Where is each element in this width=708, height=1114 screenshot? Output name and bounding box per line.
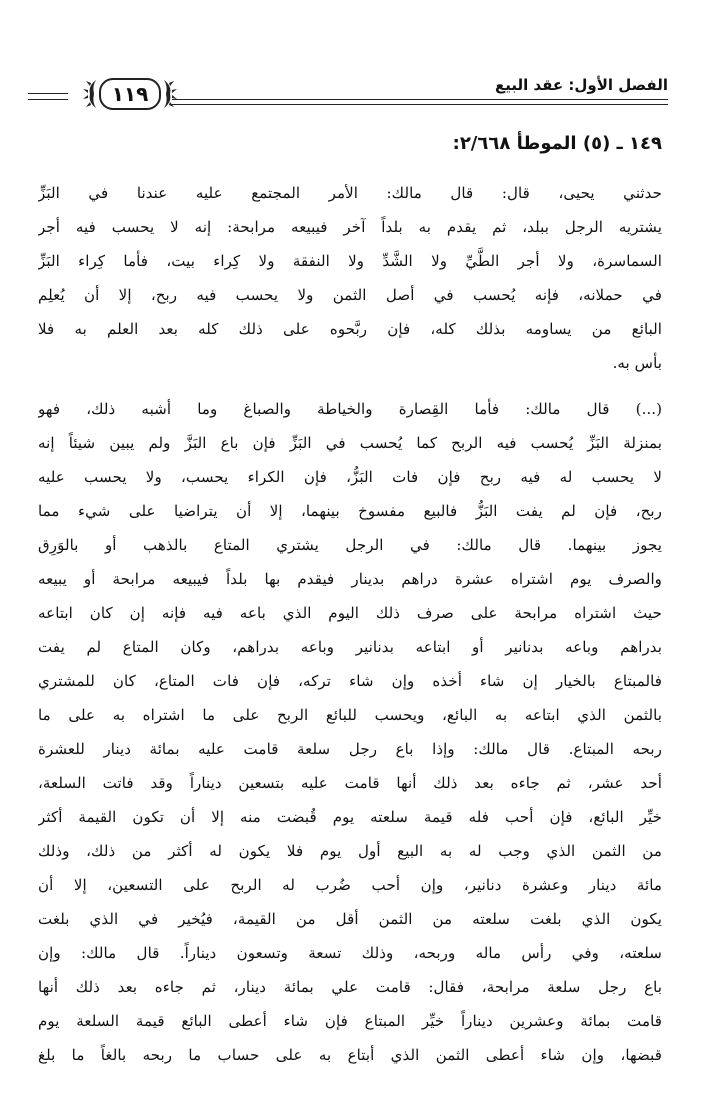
text-line: خيِّر البائع، فإن أحب فله قيمة سلعته يوم قُبضت منه إلا أن تكون القيمة أكثر bbox=[38, 808, 662, 826]
text-line: باع رجل سلعة مرابحة، فقال: قامت علي بمائة دينار، ثم جاءه بعد ذلك أنها bbox=[38, 978, 662, 996]
text-line: بدراهم وباعه بدنانير أو ابتاعه بدنانير وباعه بدراهم، وكان المتاع لم يفت bbox=[38, 638, 662, 656]
text-line: السماسرة، ولا أجر الطَّيِّ ولا الشَّدِّ ولا النفقة ولا كِراء بيت، فأما كِراء البَزِّ bbox=[38, 252, 662, 270]
page-number: ١١٩ bbox=[111, 82, 149, 106]
text-line: أحد عشر، ثم جاءه بعد ذلك أنها قامت عليه بتسعين ديناراً وقد فاتت السلعة، bbox=[38, 774, 662, 792]
header-left-dash-top bbox=[28, 93, 68, 94]
text-line: حدثني يحيى، قال: قال مالك: الأمر المجتمع عليه عندنا في البَزِّ bbox=[38, 184, 662, 202]
chapter-title: الفصل الأول: عقد البيع bbox=[494, 76, 668, 94]
page-number-ornament bbox=[82, 74, 178, 114]
header-rule-bottom bbox=[172, 104, 668, 105]
text-line: (...) قال مالك: فأما القِصارة والخياطة والصباغ وما أشبه ذلك، فهو bbox=[38, 400, 662, 418]
header-left-dash-bottom bbox=[28, 99, 68, 100]
text-line: البائع من يساومه بذلك كله، فإن ربَّحوه على ذلك كله بعد العلم به فلا bbox=[38, 320, 662, 338]
text-line: فالمبتاع بالخيار إن شاء أخذه وإن شاء تركه، فإن فات المتاع، كان للمشتري bbox=[38, 672, 662, 690]
text-line: قامت بمائة وعشرين ديناراً خيِّر المبتاع فإن شاء أعطى البائع قيمة السلعة يوم bbox=[38, 1012, 662, 1030]
text-line: مائة دينار وعشرة دنانير، وإن أحب ضُرب له الربح على التسعين، إلا أن bbox=[38, 876, 662, 894]
text-line: حيث اشتراه مرابحة على صرف ذلك اليوم الذي باعه فيه فإنه إن كان ابتاعه bbox=[38, 604, 662, 622]
text-line: لا يحسب له فيه ربح فإن فات البَزُّ، فإن الكراء يحسب، ولا يحسب عليه bbox=[38, 468, 662, 486]
text-line: يشتريه الرجل ببلد، ثم يقدم به بلداً آخر فيبيعه مرابحة: إنه لا يحسب فيه أجر bbox=[38, 218, 662, 236]
text-line: بالثمن الذي ابتاعه به البائع، ويحسب للبائع الربح على ما اشتراه به على ما bbox=[38, 706, 662, 724]
text-line: قبضها، وإن شاء أعطى الثمن الذي أبتاع به على حساب ما ربحه بالغاً ما بلغ bbox=[38, 1046, 662, 1064]
text-line: يجوز بينهما. قال مالك: في الرجل يشتري المتاع بالذهب أو بالوَرِق bbox=[38, 536, 662, 554]
text-line: في حملانه، فإنه يُحسب في أصل الثمن ولا يحسب فيه ربح، إلا أن يُعلِم bbox=[38, 286, 662, 304]
header-rule-top bbox=[172, 99, 668, 100]
section-heading: ١٤٩ ـ (٥) الموطأ ٢/٦٦٨: bbox=[452, 133, 662, 154]
text-line: ربح، فإن لم يفت البَزُّ فالبيع مفسوخ بينهما، إلا أن يتراضيا على شيء مما bbox=[38, 502, 662, 520]
text-line: يكون الذي بلغت سلعته من الثمن أقل من القيمة، فيُخير في الذي بلغت bbox=[38, 910, 662, 928]
running-header bbox=[22, 62, 668, 122]
text-line: من الثمن الذي وجب له به البيع أول يوم فلا يكون له أكثر من ذلك، وذلك bbox=[38, 842, 662, 860]
text-line: سلعته، وفي رأس ماله وربحه، وذلك تسعة وتسعون ديناراً. قال مالك: وإن bbox=[38, 944, 662, 962]
text-line: بأس به. bbox=[612, 354, 662, 372]
text-line: ربحه المبتاع. قال مالك: وإذا باع رجل سلعة قامت عليه بمائة دينار للعشرة bbox=[38, 740, 662, 758]
text-line: والصرف يوم اشتراه عشرة دراهم بدينار فيقدم بها بلداً فيبيعه مرابحة أو يبيعه bbox=[38, 570, 662, 588]
body-text bbox=[38, 176, 662, 1072]
text-line: بمنزلة البَزِّ يُحسب فيه الربح كما يُحسب في البَزِّ فإن باع البَزَّ ولم يبين شيئاً إنه bbox=[38, 434, 662, 452]
